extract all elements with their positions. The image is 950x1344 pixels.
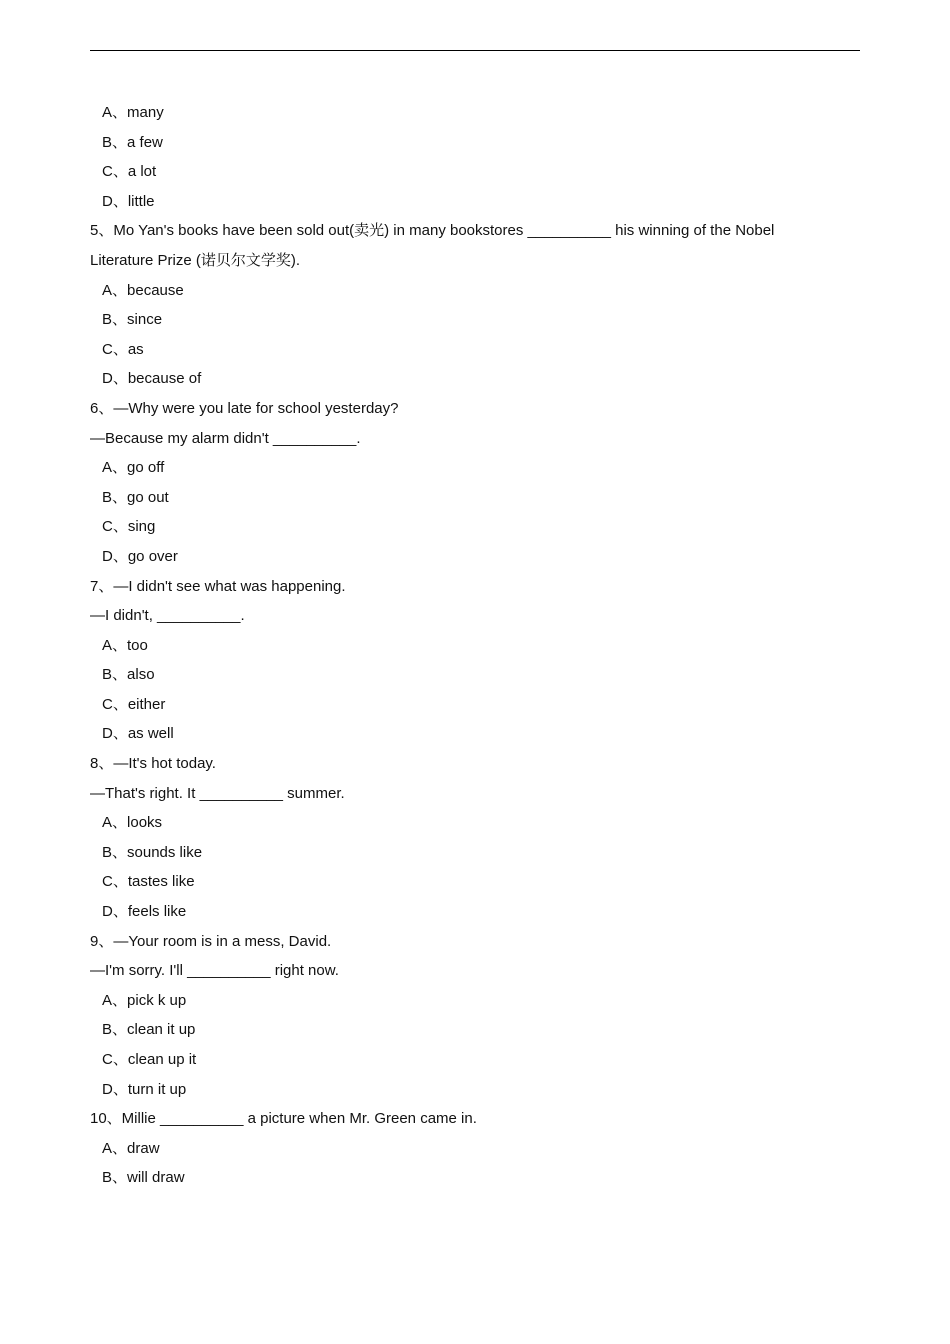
question-10-stem-line-1: 10、Millie __________ a picture when Mr. Green came in. (90, 1110, 477, 1128)
question-6-stem-line-1: 6、—Why were you late for school yesterday? (90, 399, 399, 417)
option-8c: C、tastes like (102, 873, 195, 891)
question-5-stem-line-2: Literature Prize (诺贝尔文学奖). (90, 251, 301, 269)
option-6d: D、go over (102, 547, 178, 565)
question-7 (90, 572, 860, 750)
option-6b: B、go out (102, 488, 169, 506)
option-8b: B、sounds like (102, 843, 203, 861)
question-6 (90, 394, 860, 572)
option-10a: A、draw (102, 1139, 160, 1157)
option-4a: A、many (102, 104, 164, 121)
question-10 (90, 1104, 860, 1193)
option-8d: D、feels like (102, 903, 187, 921)
option-5d: D、because of (102, 370, 202, 388)
question-5-stem-line-1: 5、Mo Yan's books have been sold out(卖光) in many bookstores __________ his winning of the Nobel (90, 222, 775, 240)
question-8 (90, 749, 860, 927)
option-5b: B、since (102, 311, 163, 329)
worksheet-body (90, 98, 860, 1193)
option-7a: A、too (102, 636, 148, 654)
question-8-stem-line-1: 8、—It's hot today. (90, 755, 216, 773)
question-8-stem-line-2: —That's right. It __________ summer. (90, 784, 345, 802)
option-7b: B、also (102, 666, 155, 684)
option-5a: A、because (102, 281, 184, 299)
option-8a: A、looks (102, 814, 163, 832)
option-9d: D、turn it up (102, 1080, 187, 1098)
question-7-stem-line-2: —I didn't, __________. (90, 607, 245, 625)
question-6-stem-line-2: —Because my alarm didn't __________. (90, 429, 361, 447)
option-7d: D、as well (102, 725, 174, 743)
option-10b: B、will draw (102, 1169, 185, 1187)
option-4d: D、little (102, 192, 155, 210)
header-rule (90, 50, 860, 51)
question-5 (90, 216, 860, 394)
option-9a: A、pick k up (102, 991, 187, 1009)
option-9b: B、clean it up (102, 1021, 196, 1039)
question-9-stem-line-1: 9、—Your room is in a mess, David. (90, 932, 332, 950)
question-4-options (90, 98, 860, 216)
question-7-stem-line-1: 7、—I didn't see what was happening. (90, 577, 346, 595)
option-6a: A、go off (102, 459, 165, 477)
option-9c: C、clean up it (102, 1051, 197, 1068)
option-5c: C、as (102, 340, 144, 358)
option-7c: C、either (102, 695, 166, 713)
option-4b: B、a few (102, 133, 163, 151)
question-9 (90, 927, 860, 1105)
option-4c: C、a lot (102, 163, 157, 181)
option-6c: C、sing (102, 518, 156, 536)
question-9-stem-line-2: —I'm sorry. I'll __________ right now. (90, 962, 339, 980)
